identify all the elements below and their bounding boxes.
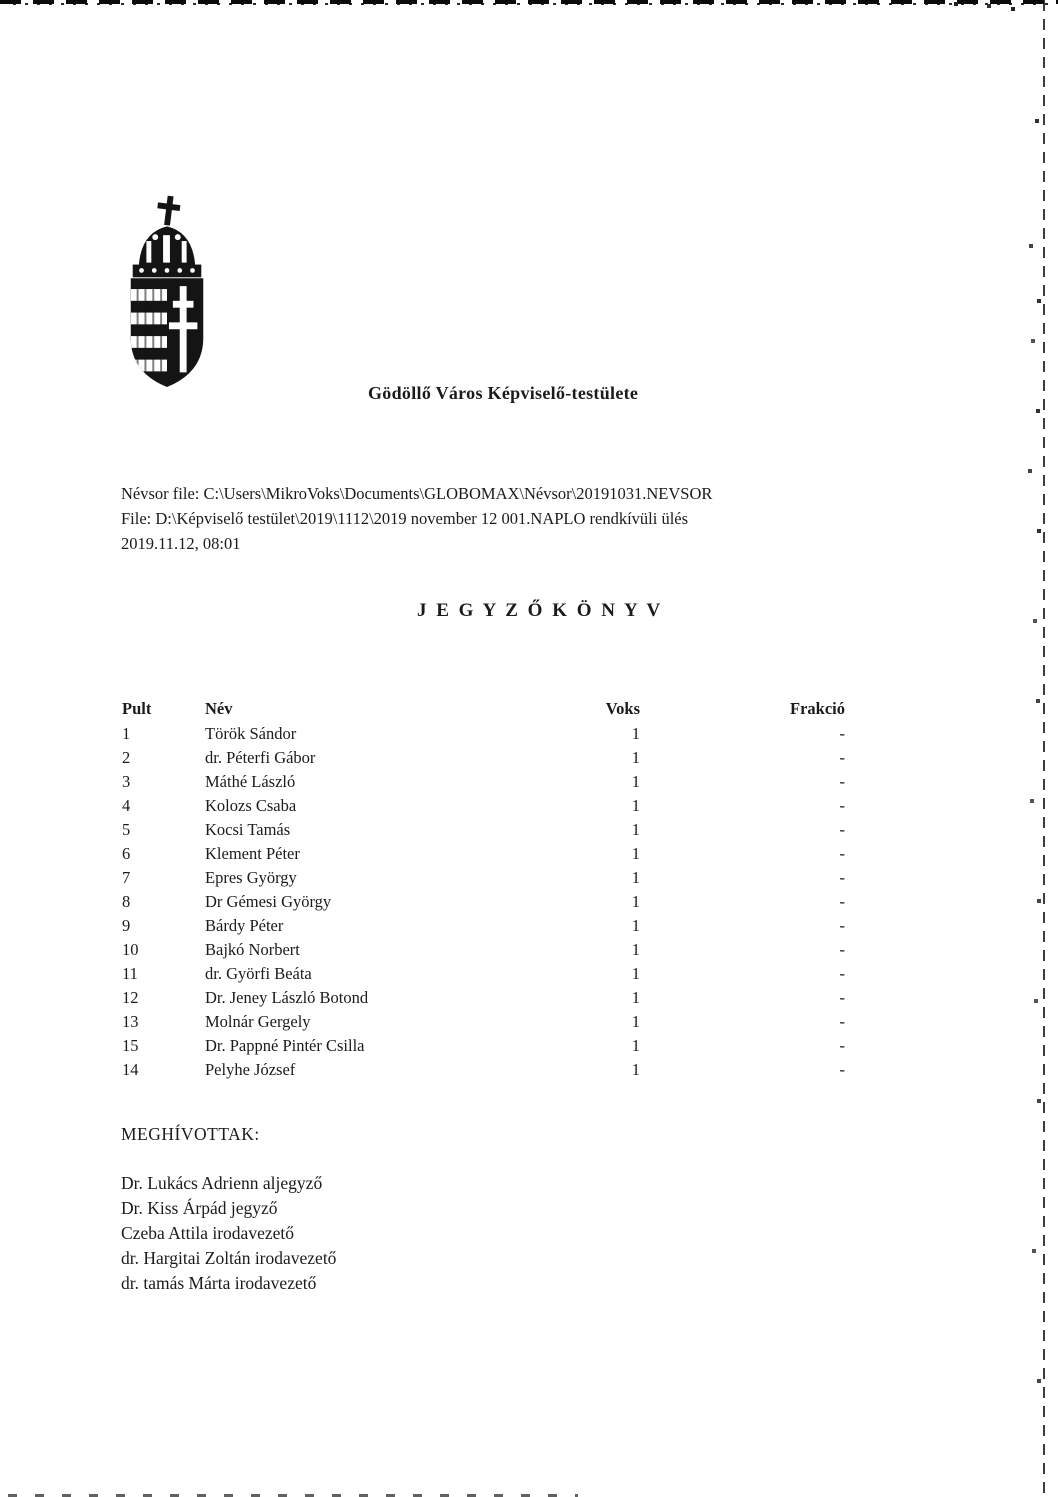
row-voks-value: 1 xyxy=(631,724,640,743)
row-voks-value: 1 xyxy=(631,1036,640,1055)
row-member-name: Dr. Jeney László Botond xyxy=(205,988,369,1007)
table-row xyxy=(122,818,845,842)
nevsor-file-path: Névsor file: C:\Users\MikroVoks\Documents\GLOBOMAX\Névsor\20191031.NEVSOR xyxy=(121,484,713,503)
row-voks-value: 1 xyxy=(631,892,640,911)
row-voks-value: 1 xyxy=(631,820,640,839)
row-frakcio-value: - xyxy=(839,820,845,839)
table-row xyxy=(122,1058,845,1082)
invited-list xyxy=(121,1171,336,1296)
header-pult: Pult xyxy=(122,699,152,718)
row-member-name: Török Sándor xyxy=(205,724,297,743)
table-row xyxy=(122,722,845,746)
row-member-name: Kocsi Tamás xyxy=(205,820,291,839)
row-frakcio-value: - xyxy=(839,964,845,983)
row-member-name: Dr. Pappné Pintér Csilla xyxy=(205,1036,365,1055)
row-member-name: Bajkó Norbert xyxy=(205,940,300,959)
row-frakcio-value: - xyxy=(839,748,845,767)
session-datetime: 2019.11.12, 08:01 xyxy=(121,534,241,553)
row-voks-value: 1 xyxy=(631,796,640,815)
row-pult-number: 10 xyxy=(122,940,139,959)
row-frakcio-value: - xyxy=(839,772,845,791)
row-frakcio-value: - xyxy=(839,724,845,743)
table-row xyxy=(122,842,845,866)
invited-person: dr. tamás Márta irodavezető xyxy=(121,1273,317,1293)
attendance-table-body xyxy=(122,722,845,1082)
invited-heading: MEGHÍVOTTAK: xyxy=(121,1124,260,1144)
invited-person: Dr. Kiss Árpád jegyző xyxy=(121,1198,278,1218)
row-frakcio-value: - xyxy=(839,796,845,815)
row-member-name: Kolozs Csaba xyxy=(205,796,297,815)
document-title: J E G Y Z Ő K Ö N Y V xyxy=(417,600,663,621)
header-voks: Voks xyxy=(605,699,640,718)
invited-person: Dr. Lukács Adrienn aljegyző xyxy=(121,1173,323,1193)
table-row xyxy=(122,938,845,962)
row-frakcio-value: - xyxy=(839,868,845,887)
table-row xyxy=(122,1010,845,1034)
row-voks-value: 1 xyxy=(631,916,640,935)
table-row xyxy=(122,794,845,818)
file-info-block xyxy=(121,481,712,556)
row-pult-number: 2 xyxy=(122,748,131,767)
row-member-name: dr. Györfi Beáta xyxy=(205,964,312,983)
attendance-table-header xyxy=(122,695,845,722)
row-pult-number: 9 xyxy=(122,916,131,935)
row-pult-number: 13 xyxy=(122,1012,139,1031)
row-frakcio-value: - xyxy=(839,1060,845,1079)
row-member-name: Máthé László xyxy=(205,772,296,791)
row-pult-number: 14 xyxy=(122,1060,139,1079)
header-nev: Név xyxy=(205,699,233,718)
row-frakcio-value: - xyxy=(839,940,845,959)
scan-artifact-right-edge xyxy=(1043,0,1045,1497)
table-row xyxy=(122,986,845,1010)
table-row xyxy=(122,746,845,770)
row-pult-number: 5 xyxy=(122,820,131,839)
invited-person: Czeba Attila irodavezető xyxy=(121,1223,294,1243)
row-pult-number: 12 xyxy=(122,988,139,1007)
row-pult-number: 1 xyxy=(122,724,131,743)
row-pult-number: 3 xyxy=(122,772,131,791)
row-frakcio-value: - xyxy=(839,916,845,935)
org-title: Gödöllő Város Képviselő-testülete xyxy=(368,383,639,403)
row-frakcio-value: - xyxy=(839,1036,845,1055)
row-frakcio-value: - xyxy=(839,1012,845,1031)
hungarian-coat-of-arms-icon xyxy=(118,193,216,391)
row-pult-number: 11 xyxy=(122,964,138,983)
table-row xyxy=(122,866,845,890)
row-voks-value: 1 xyxy=(631,772,640,791)
row-pult-number: 15 xyxy=(122,1036,139,1055)
scan-noise-speckles xyxy=(0,0,2,2)
row-voks-value: 1 xyxy=(631,1060,640,1079)
row-member-name: Epres György xyxy=(205,868,297,887)
row-frakcio-value: - xyxy=(839,844,845,863)
row-voks-value: 1 xyxy=(631,988,640,1007)
row-voks-value: 1 xyxy=(631,964,640,983)
attendance-table xyxy=(122,695,845,1082)
row-voks-value: 1 xyxy=(631,844,640,863)
row-voks-value: 1 xyxy=(631,1012,640,1031)
table-row xyxy=(122,962,845,986)
row-voks-value: 1 xyxy=(631,868,640,887)
row-member-name: dr. Péterfi Gábor xyxy=(205,748,316,767)
naplo-file-path: File: D:\Képviselő testület\2019\1112\2019 november 12 001.NAPLO rendkívüli ülés xyxy=(121,509,689,528)
row-voks-value: 1 xyxy=(631,940,640,959)
row-member-name: Klement Péter xyxy=(205,844,300,863)
table-row xyxy=(122,890,845,914)
scan-artifact-top-edge xyxy=(0,0,1058,7)
row-pult-number: 8 xyxy=(122,892,131,911)
header-frakcio: Frakció xyxy=(790,699,845,718)
table-row xyxy=(122,770,845,794)
row-member-name: Bárdy Péter xyxy=(205,916,284,935)
row-member-name: Molnár Gergely xyxy=(205,1012,311,1031)
row-pult-number: 4 xyxy=(122,796,131,815)
row-pult-number: 6 xyxy=(122,844,131,863)
row-pult-number: 7 xyxy=(122,868,131,887)
invited-person: dr. Hargitai Zoltán irodavezető xyxy=(121,1248,337,1268)
table-row xyxy=(122,914,845,938)
row-frakcio-value: - xyxy=(839,892,845,911)
row-member-name: Dr Gémesi György xyxy=(205,892,332,911)
row-frakcio-value: - xyxy=(839,988,845,1007)
row-voks-value: 1 xyxy=(631,748,640,767)
table-row xyxy=(122,1034,845,1058)
row-member-name: Pelyhe József xyxy=(205,1060,296,1079)
